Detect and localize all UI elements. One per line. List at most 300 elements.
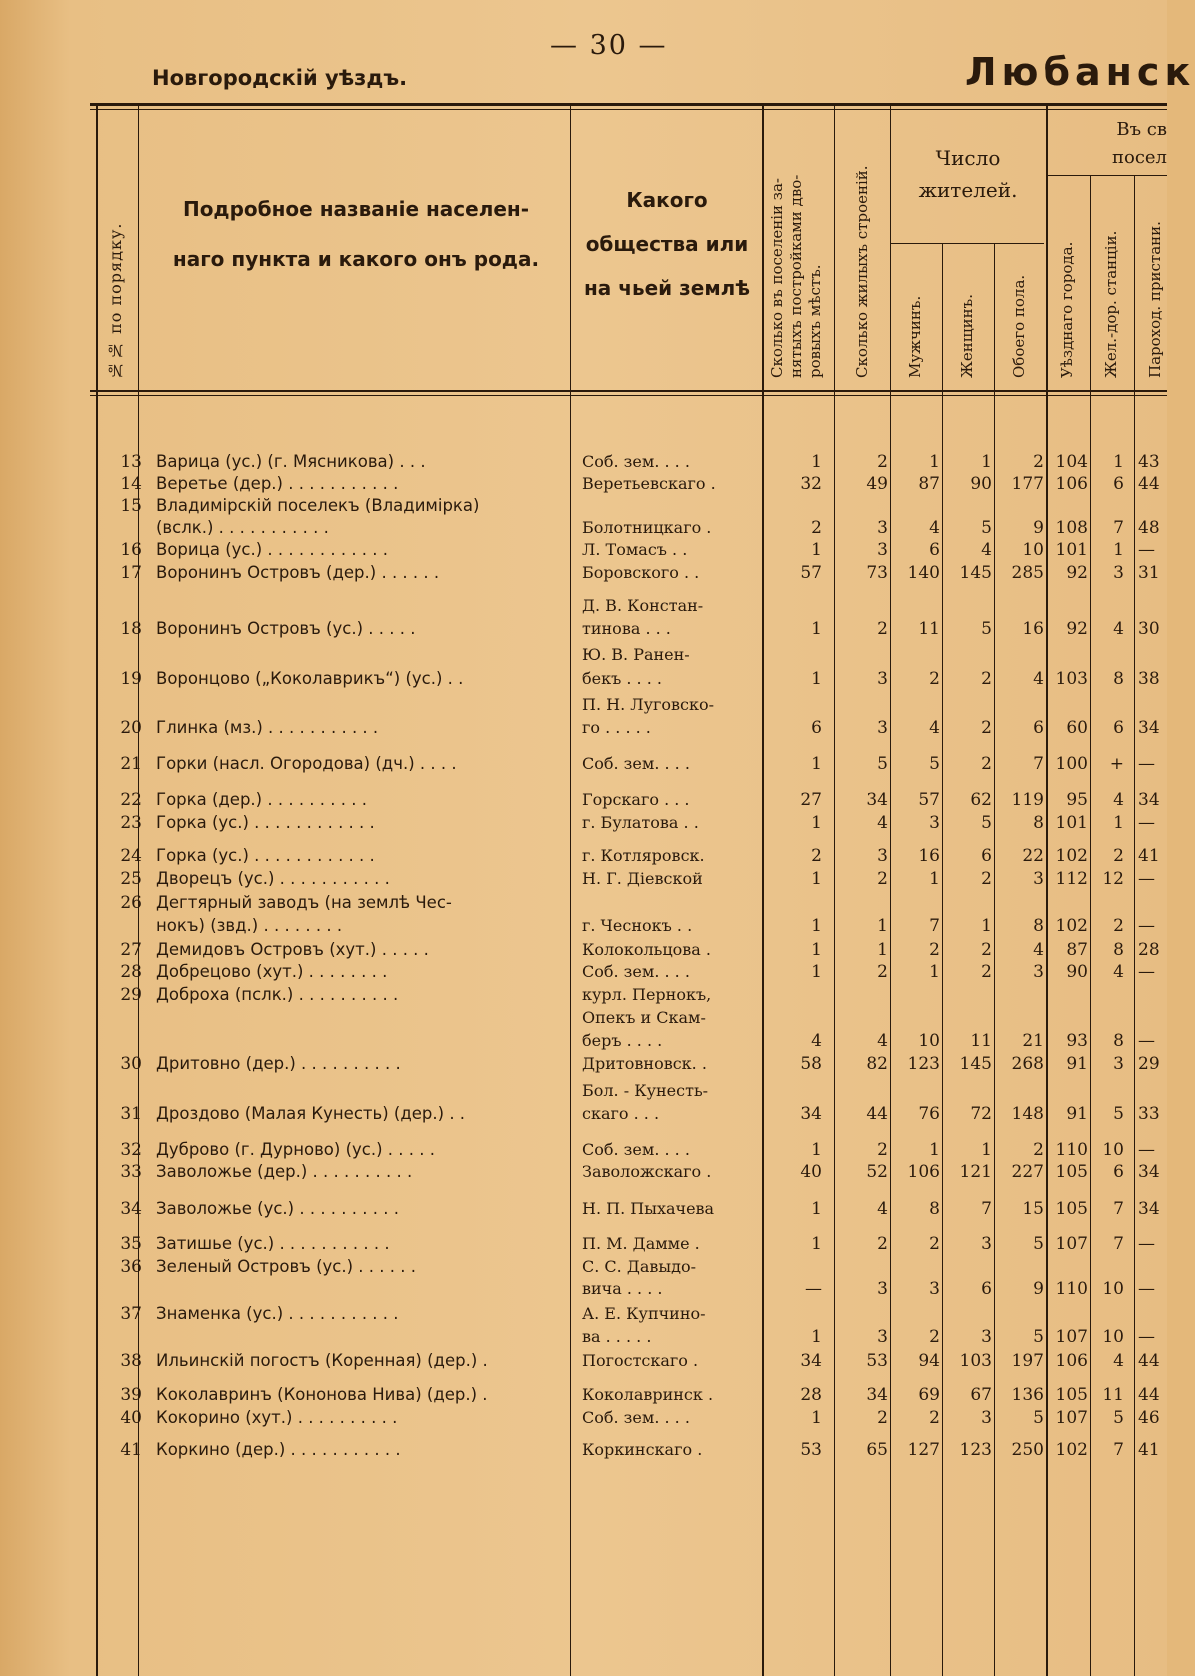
dvory-value: 1	[811, 540, 822, 560]
pier-distance: —	[1138, 869, 1155, 889]
total-value: 197	[1011, 1351, 1044, 1371]
society-name: Веретьевскаго .	[582, 474, 716, 493]
residents-subrule	[890, 243, 1044, 244]
male-value: 140	[907, 563, 940, 583]
place-name: Коркино (дер.) . . . . . . . . . . .	[156, 1440, 401, 1459]
header-distance	[1070, 116, 1167, 172]
table-row	[0, 754, 1167, 776]
row-number: 23	[120, 813, 142, 833]
male-value: 11	[918, 619, 940, 639]
table-row	[0, 540, 1167, 562]
buildings-value: 2	[877, 1408, 888, 1428]
dvory-value: 28	[800, 1385, 822, 1405]
total-value: 10	[1022, 540, 1044, 560]
dvory-value: 1	[811, 940, 822, 960]
pier-distance: 41	[1138, 1440, 1160, 1460]
place-name: Добрецово (хут.) . . . . . . . .	[156, 962, 388, 981]
male-value: 8	[929, 1199, 940, 1219]
total-value: 22	[1022, 846, 1044, 866]
society-name: П. М. Даммe .	[582, 1234, 700, 1253]
dvory-value: 1	[811, 916, 822, 936]
dvory-value: 53	[800, 1440, 822, 1460]
dvory-value: —	[805, 1279, 822, 1299]
buildings-value: 2	[877, 962, 888, 982]
table-row	[0, 985, 1167, 1007]
pier-distance: 34	[1138, 718, 1160, 738]
row-number: 28	[120, 962, 142, 982]
railway-distance: 4	[1113, 619, 1124, 639]
pier-distance: 44	[1138, 474, 1160, 494]
table-row	[0, 1162, 1167, 1184]
pier-distance: 34	[1138, 1199, 1160, 1219]
city-distance: 95	[1066, 790, 1088, 810]
railway-distance: 10	[1102, 1327, 1124, 1347]
railway-distance: 5	[1113, 1408, 1124, 1428]
pier-distance: 38	[1138, 669, 1160, 689]
female-value: 123	[959, 1440, 992, 1460]
city-distance: 110	[1055, 1279, 1088, 1299]
buildings-value: 3	[877, 540, 888, 560]
buildings-value: 3	[877, 846, 888, 866]
buildings-value: 4	[877, 1031, 888, 1051]
male-value: 1	[929, 869, 940, 889]
society-name: Болотницкаго .	[582, 518, 712, 537]
dvory-value: 1	[811, 452, 822, 472]
society-name: Боровского . .	[582, 563, 700, 582]
city-distance: 102	[1055, 916, 1088, 936]
city-distance: 93	[1066, 1031, 1088, 1051]
table-row	[0, 596, 1167, 618]
place-name: Воронинъ Островъ (ус.) . . . . .	[156, 619, 416, 638]
dvory-value: 34	[800, 1104, 822, 1124]
railway-distance: 3	[1113, 563, 1124, 583]
table-row	[0, 1054, 1167, 1076]
page-number: — 30 —	[550, 30, 668, 61]
table-row	[0, 1140, 1167, 1162]
buildings-value: 1	[877, 940, 888, 960]
pier-distance: —	[1138, 916, 1155, 936]
place-name: Ворица (ус.) . . . . . . . . . . . .	[156, 540, 389, 559]
society-name: скаго . . .	[582, 1104, 660, 1123]
railway-distance: 2	[1113, 916, 1124, 936]
society-name: беръ . . . .	[582, 1031, 663, 1050]
society-name: Опекъ и Скам-	[582, 1008, 706, 1027]
buildings-value: 34	[866, 790, 888, 810]
railway-distance: 10	[1102, 1279, 1124, 1299]
row-number: 32	[120, 1140, 142, 1160]
female-value: 3	[981, 1408, 992, 1428]
railway-distance: 6	[1113, 1162, 1124, 1182]
buildings-value: 2	[877, 619, 888, 639]
header-residents-line1: Число	[935, 146, 1001, 170]
society-name: Дритовновск. .	[582, 1054, 707, 1073]
railway-distance: 1	[1113, 540, 1124, 560]
place-name: Зеленый Островъ (ус.) . . . . . .	[156, 1257, 416, 1276]
railway-distance: 10	[1102, 1140, 1124, 1160]
table-row	[0, 1081, 1167, 1103]
society-name: Н. П. Пыхачева	[582, 1199, 715, 1218]
society-name: Горскаго . . .	[582, 790, 690, 809]
pier-distance: 31	[1138, 563, 1160, 583]
buildings-value: 34	[866, 1385, 888, 1405]
society-name: курл. Пернокъ,	[582, 985, 712, 1004]
table-row	[0, 1440, 1167, 1462]
society-name: А. Е. Купчино-	[582, 1304, 706, 1323]
male-value: 2	[929, 1408, 940, 1428]
total-value: 7	[1033, 754, 1044, 774]
row-number: 13	[120, 452, 142, 472]
table-row	[0, 790, 1167, 812]
table-row	[0, 1008, 1167, 1030]
female-value: 145	[959, 1054, 992, 1074]
male-value: 7	[929, 916, 940, 936]
header-pier: Пароход. пристани.	[1146, 221, 1164, 378]
city-distance: 102	[1055, 846, 1088, 866]
city-distance: 92	[1066, 563, 1088, 583]
buildings-value: 3	[877, 1279, 888, 1299]
city-distance: 110	[1055, 1140, 1088, 1160]
place-name: Владимірскій поселекъ (Владимірка)	[156, 496, 480, 515]
table-row	[0, 916, 1167, 938]
railway-distance: 7	[1113, 518, 1124, 538]
total-value: 5	[1033, 1408, 1044, 1428]
male-value: 4	[929, 518, 940, 538]
total-value: 2	[1033, 452, 1044, 472]
dvory-value: 1	[811, 869, 822, 889]
railway-distance: +	[1109, 754, 1124, 774]
place-name: Воронинъ Островъ (дер.) . . . . . .	[156, 563, 440, 582]
male-value: 2	[929, 669, 940, 689]
city-distance: 102	[1055, 1440, 1088, 1460]
pier-distance: 28	[1138, 940, 1160, 960]
city-distance: 101	[1055, 813, 1088, 833]
row-number: 34	[120, 1199, 142, 1219]
male-value: 10	[918, 1031, 940, 1051]
society-name: Коркинскаго .	[582, 1440, 703, 1459]
table-row	[0, 1234, 1167, 1256]
place-name: Горка (ус.) . . . . . . . . . . . .	[156, 846, 375, 865]
female-value: 62	[970, 790, 992, 810]
row-number: 39	[120, 1385, 142, 1405]
female-value: 5	[981, 619, 992, 639]
buildings-value: 3	[877, 1327, 888, 1347]
female-value: 67	[970, 1385, 992, 1405]
male-value: 1	[929, 962, 940, 982]
female-value: 1	[981, 452, 992, 472]
female-value: 103	[959, 1351, 992, 1371]
header-society-line2: общества или	[585, 232, 749, 256]
header-number: №№ по порядку.	[106, 222, 125, 380]
table-row	[0, 1104, 1167, 1126]
total-value: 268	[1011, 1054, 1044, 1074]
pier-distance: —	[1138, 1234, 1155, 1254]
place-name: Дворецъ (ус.) . . . . . . . . . . .	[156, 869, 390, 888]
buildings-value: 1	[877, 916, 888, 936]
male-value: 57	[918, 790, 940, 810]
male-value: 2	[929, 1327, 940, 1347]
railway-distance: 4	[1113, 962, 1124, 982]
female-value: 2	[981, 962, 992, 982]
place-name: (вслк.) . . . . . . . . . . .	[156, 518, 329, 537]
header-society	[572, 184, 762, 304]
buildings-value: 82	[866, 1054, 888, 1074]
city-distance: 107	[1055, 1327, 1088, 1347]
buildings-value: 52	[866, 1162, 888, 1182]
row-number: 33	[120, 1162, 142, 1182]
total-value: 3	[1033, 962, 1044, 982]
buildings-value: 49	[866, 474, 888, 494]
buildings-value: 65	[866, 1440, 888, 1460]
header-bottom-rule-thin	[90, 395, 1167, 396]
total-value: 16	[1022, 619, 1044, 639]
society-name: го . . . . .	[582, 718, 651, 737]
male-value: 123	[907, 1054, 940, 1074]
buildings-value: 2	[877, 1140, 888, 1160]
row-number: 40	[120, 1408, 142, 1428]
railway-distance: 11	[1102, 1385, 1124, 1405]
railway-distance: 7	[1113, 1199, 1124, 1219]
total-value: 4	[1033, 669, 1044, 689]
buildings-value: 2	[877, 1234, 888, 1254]
society-name: П. Н. Луговско-	[582, 695, 715, 714]
city-distance: 92	[1066, 619, 1088, 639]
railway-distance: 5	[1113, 1104, 1124, 1124]
railway-distance: 7	[1113, 1440, 1124, 1460]
header-society-line3: на чьей землѣ	[583, 276, 751, 300]
total-value: 8	[1033, 916, 1044, 936]
buildings-value: 3	[877, 718, 888, 738]
place-name: Варица (ус.) (г. Мясникова) . . .	[156, 452, 426, 471]
male-value: 106	[907, 1162, 940, 1182]
place-name: Затишье (ус.) . . . . . . . . . . .	[156, 1234, 390, 1253]
female-value: 6	[981, 1279, 992, 1299]
female-value: 1	[981, 1140, 992, 1160]
header-society-line1: Какого	[626, 188, 708, 212]
dvory-value: 6	[811, 718, 822, 738]
city-distance: 101	[1055, 540, 1088, 560]
railway-distance: 1	[1113, 813, 1124, 833]
total-value: 2	[1033, 1140, 1044, 1160]
female-value: 5	[981, 518, 992, 538]
dvory-value: 2	[811, 518, 822, 538]
place-name: Горки (насл. Огородова) (дч.) . . . .	[156, 754, 457, 773]
buildings-value: 2	[877, 452, 888, 472]
header-residents	[892, 142, 1044, 206]
city-distance: 100	[1055, 754, 1088, 774]
row-number: 21	[120, 754, 142, 774]
society-name: С. С. Давыдо-	[582, 1257, 697, 1276]
society-name: Погостскаго .	[582, 1351, 699, 1370]
table-row	[0, 1257, 1167, 1279]
table-row	[0, 645, 1167, 667]
buildings-value: 2	[877, 869, 888, 889]
city-distance: 87	[1066, 940, 1088, 960]
society-name: Л. Томасъ . .	[582, 540, 688, 559]
table-row	[0, 813, 1167, 835]
female-value: 72	[970, 1104, 992, 1124]
city-distance: 112	[1055, 869, 1088, 889]
pier-distance: 34	[1138, 790, 1160, 810]
table-row	[0, 962, 1167, 984]
dvory-value: 34	[800, 1351, 822, 1371]
female-value: 5	[981, 813, 992, 833]
place-name: Ильинскій погостъ (Коренная) (дер.) .	[156, 1351, 488, 1370]
pier-distance: 46	[1138, 1408, 1160, 1428]
header-name-line2: наго пункта и какого онъ рода.	[172, 247, 540, 271]
table-row	[0, 563, 1167, 585]
society-name: г. Чеснокъ . .	[582, 916, 693, 935]
railway-distance: 12	[1102, 869, 1124, 889]
top-rule	[90, 103, 1167, 106]
header-distance-line2: посел	[1111, 147, 1167, 168]
female-value: 2	[981, 940, 992, 960]
dvory-value: 1	[811, 669, 822, 689]
table-row	[0, 695, 1167, 717]
dvory-value: 2	[811, 846, 822, 866]
table-row	[0, 518, 1167, 540]
dvory-value: 1	[811, 619, 822, 639]
society-name: г. Булатова . .	[582, 813, 699, 832]
female-value: 90	[970, 474, 992, 494]
female-value: 2	[981, 869, 992, 889]
place-name: Горка (ус.) . . . . . . . . . . . .	[156, 813, 375, 832]
table-row	[0, 496, 1167, 518]
row-number: 37	[120, 1304, 142, 1324]
male-value: 127	[907, 1440, 940, 1460]
dvory-value: 1	[811, 1199, 822, 1219]
row-number: 35	[120, 1234, 142, 1254]
place-name: Кокорино (хут.) . . . . . . . . . .	[156, 1408, 398, 1427]
female-value: 3	[981, 1234, 992, 1254]
city-distance: 103	[1055, 669, 1088, 689]
header-dvory-line2: нятыхъ постройками дво-	[787, 174, 805, 378]
male-value: 6	[929, 540, 940, 560]
city-distance: 107	[1055, 1234, 1088, 1254]
total-value: 136	[1011, 1385, 1044, 1405]
dvory-value: 1	[811, 813, 822, 833]
row-number: 27	[120, 940, 142, 960]
railway-distance: 8	[1113, 1031, 1124, 1051]
female-value: 11	[970, 1031, 992, 1051]
pier-distance: —	[1138, 540, 1155, 560]
female-value: 2	[981, 669, 992, 689]
female-value: 2	[981, 754, 992, 774]
city-distance: 105	[1055, 1199, 1088, 1219]
buildings-value: 44	[866, 1104, 888, 1124]
female-value: 6	[981, 846, 992, 866]
city-distance: 106	[1055, 1351, 1088, 1371]
dvory-value: 27	[800, 790, 822, 810]
female-value: 145	[959, 563, 992, 583]
male-value: 1	[929, 1140, 940, 1160]
place-name: Коколавринъ (Кононова Нива) (дер.) .	[156, 1385, 488, 1404]
male-value: 2	[929, 940, 940, 960]
table-row	[0, 1351, 1167, 1373]
place-name: Глинка (мз.) . . . . . . . . . . .	[156, 718, 379, 737]
total-value: 9	[1033, 518, 1044, 538]
female-value: 7	[981, 1199, 992, 1219]
place-name: Горка (дер.) . . . . . . . . . .	[156, 790, 368, 809]
city-distance: 108	[1055, 518, 1088, 538]
total-value: 5	[1033, 1234, 1044, 1254]
buildings-value: 53	[866, 1351, 888, 1371]
society-name: Соб. зем. . . .	[582, 1140, 690, 1159]
railway-distance: 2	[1113, 846, 1124, 866]
header-name-line1: Подробное названіе населен-	[182, 197, 530, 221]
place-name: Дуброво (г. Дурново) (ус.) . . . . .	[156, 1140, 435, 1159]
pier-distance: —	[1138, 1327, 1155, 1347]
dvory-value: 1	[811, 1234, 822, 1254]
male-value: 1	[929, 452, 940, 472]
buildings-value: 5	[877, 754, 888, 774]
header-dvory-line3: ровыхъ мѣстъ.	[806, 264, 824, 378]
female-value: 3	[981, 1327, 992, 1347]
header-city: Уѣзднаго города.	[1058, 241, 1076, 378]
railway-distance: 3	[1113, 1054, 1124, 1074]
row-number: 14	[120, 474, 142, 494]
pier-distance: —	[1138, 754, 1155, 774]
place-name: Воронцово („Коколаврикъ“) (ус.) . .	[156, 669, 464, 688]
header-male: Мужчинъ.	[906, 295, 924, 378]
row-number: 31	[120, 1104, 142, 1124]
city-distance: 91	[1066, 1054, 1088, 1074]
female-value: 4	[981, 540, 992, 560]
society-name: ва . . . . .	[582, 1327, 652, 1346]
society-name: Коколавринск .	[582, 1385, 714, 1404]
table-row	[0, 1385, 1167, 1407]
dvory-value: 32	[800, 474, 822, 494]
table-row	[0, 869, 1167, 891]
male-value: 2	[929, 1234, 940, 1254]
pier-distance: 44	[1138, 1385, 1160, 1405]
dvory-value: 1	[811, 1327, 822, 1347]
society-name: Д. В. Констан-	[582, 596, 704, 615]
total-value: 6	[1033, 718, 1044, 738]
city-distance: 105	[1055, 1162, 1088, 1182]
total-value: 5	[1033, 1327, 1044, 1347]
total-value: 4	[1033, 940, 1044, 960]
row-number: 22	[120, 790, 142, 810]
pier-distance: —	[1138, 1279, 1155, 1299]
dvory-value: 1	[811, 962, 822, 982]
total-value: 21	[1022, 1031, 1044, 1051]
place-name: Дритовно (дер.) . . . . . . . . . .	[156, 1054, 401, 1073]
row-number: 17	[120, 563, 142, 583]
header-bottom-rule	[90, 390, 1167, 392]
row-number: 41	[120, 1440, 142, 1460]
district-title: Новгородскій уѣздъ.	[152, 66, 408, 90]
row-number: 20	[120, 718, 142, 738]
railway-distance: 8	[1113, 940, 1124, 960]
row-number: 30	[120, 1054, 142, 1074]
total-value: 177	[1011, 474, 1044, 494]
female-value: 2	[981, 718, 992, 738]
pier-distance: 33	[1138, 1104, 1160, 1124]
table-row	[0, 1304, 1167, 1326]
pier-distance: 34	[1138, 1162, 1160, 1182]
male-value: 3	[929, 1279, 940, 1299]
female-value: 121	[959, 1162, 992, 1182]
row-number: 26	[120, 893, 142, 913]
society-name: вича . . . .	[582, 1279, 663, 1298]
society-name: г. Котляровск.	[582, 846, 705, 865]
table-row	[0, 619, 1167, 641]
total-value: 250	[1011, 1440, 1044, 1460]
society-name: тинова . . .	[582, 619, 671, 638]
railway-distance: 1	[1113, 452, 1124, 472]
society-name: Бол. - Кунесть-	[582, 1081, 709, 1100]
buildings-value: 3	[877, 669, 888, 689]
